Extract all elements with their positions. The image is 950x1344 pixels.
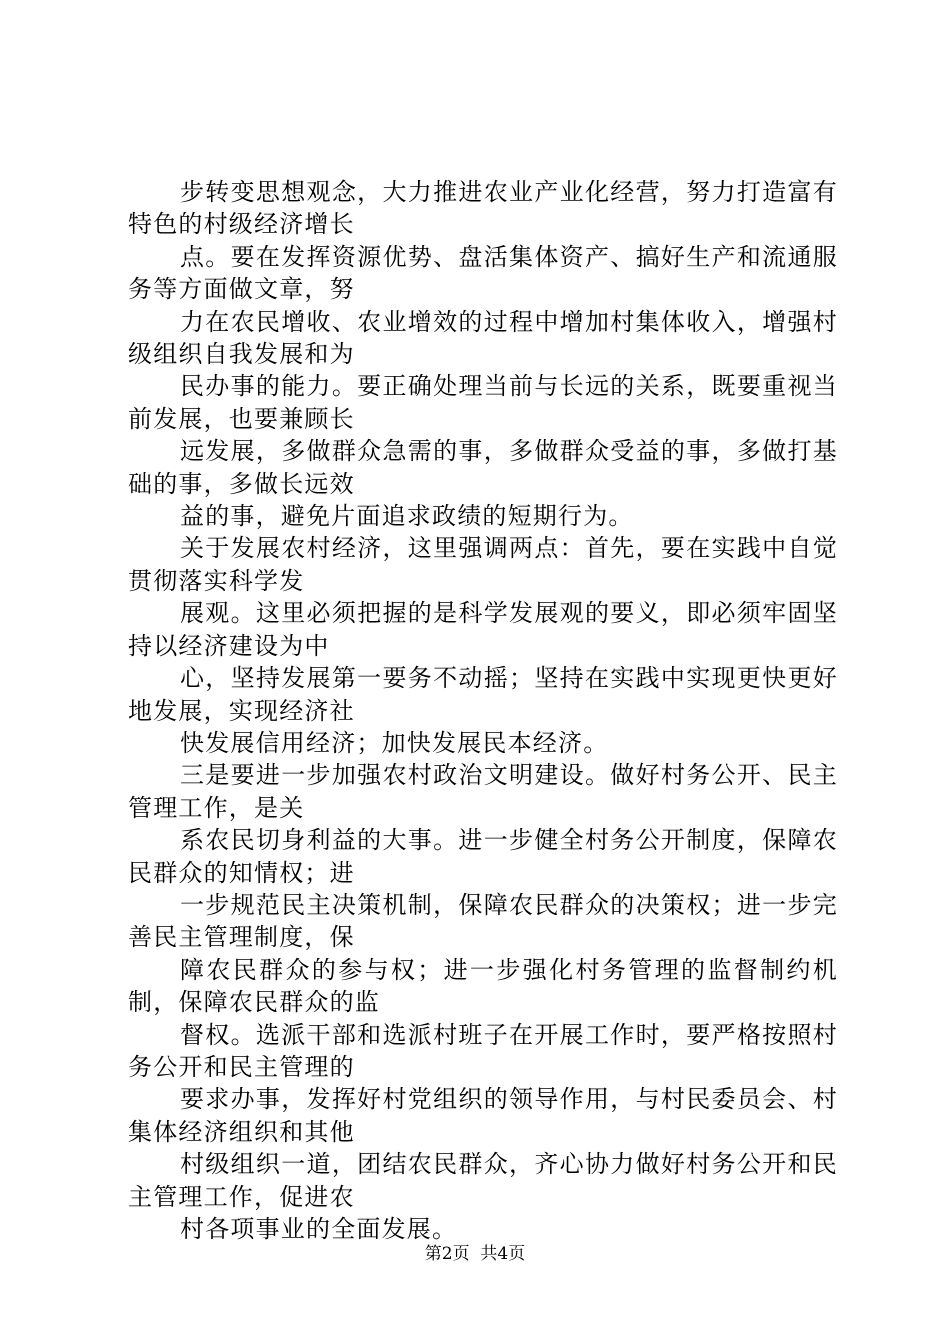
text-line-4: 民办事的能力。要正确处理当前与长远的关系，既要重视当前发展，也要兼顾长 [128, 372, 838, 433]
text-line-10: 快发展信用经济；加快发展民本经济。 [180, 728, 609, 757]
text-line-11: 三是要进一步加强农村政治文明建设。做好村务公开、民主管理工作，是关 [128, 761, 838, 822]
text-line-18: 村各项事业的全面发展。 [180, 1215, 458, 1243]
text-line-2: 点。要在发挥资源优势、盘活集体资产、搞好生产和流通服务等方面做文章，努 [128, 242, 838, 304]
page-number: 第2页 共4页 [424, 1244, 526, 1264]
text-line-12: 系农民切身利益的大事。进一步健全村务公开制度，保障农民群众的知情权；进 [128, 826, 838, 887]
text-line-9: 心，坚持发展第一要务不动摇；坚持在实践中实现更快更好地发展，实现经济社 [128, 664, 838, 725]
text-line-17: 村级组织一道，团结农民群众，齐心协力做好村务公开和民主管理工作，促进农 [128, 1150, 838, 1211]
text-line-3: 力在农民增收、农业增效的过程中增加村集体收入，增强村级组织自我发展和为 [128, 307, 838, 369]
text-line-5: 远发展，多做群众急需的事，多做群众受益的事，多做打基础的事，多做长远效 [128, 437, 838, 498]
text-line-13: 一步规范民主决策机制，保障农民群众的决策权；进一步完善民主管理制度，保 [128, 890, 838, 952]
text-line-14: 障农民群众的参与权；进一步强化村务管理的监督制约机制，保障农民群众的监 [128, 955, 838, 1017]
text-line-7: 关于发展农村经济，这里强调两点：首先，要在实践中自觉贯彻落实科学发 [128, 534, 838, 595]
text-line-1: 步转变思想观念，大力推进农业产业化经营，努力打造富有特色的村级经济增长 [128, 178, 838, 239]
page-footer [0, 1243, 950, 1265]
text-line-15: 督权。选派干部和选派村班子在开展工作时，要严格按照村务公开和民主管理的 [128, 1020, 838, 1081]
text-line-8: 展观。这里必须把握的是科学发展观的要义，即必须牢固坚持以经济建设为中 [128, 599, 838, 660]
body-text [128, 176, 838, 1245]
text-line-6: 益的事，避免片面追求政绩的短期行为。 [180, 502, 634, 531]
text-line-16: 要求办事，发挥好村党组织的领导作用，与村民委员会、村集体经济组织和其他 [128, 1085, 838, 1146]
